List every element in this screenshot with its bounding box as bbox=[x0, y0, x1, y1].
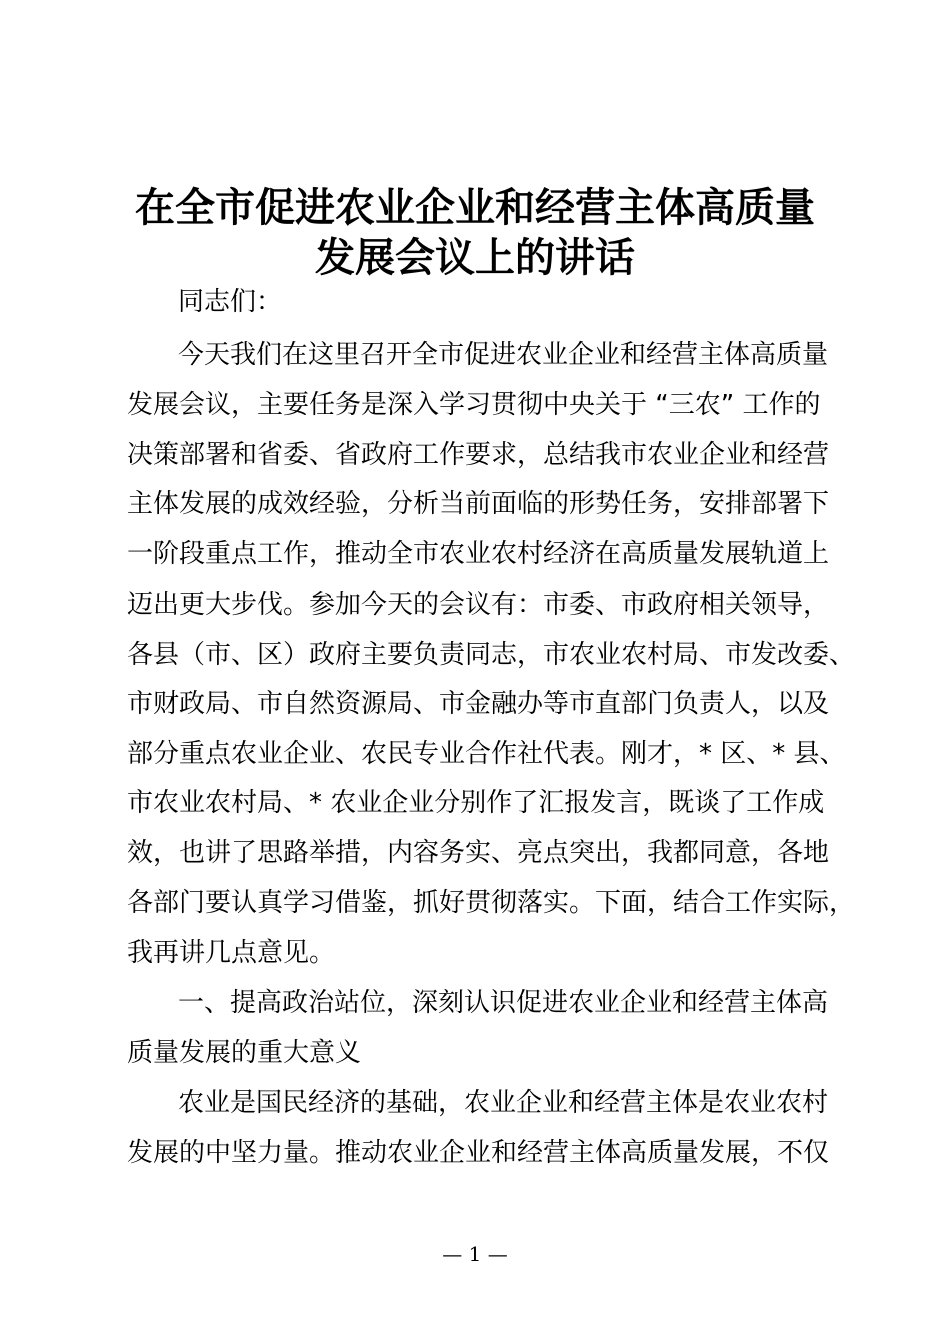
paragraph-line: 市财政局、市自然资源局、市金融办等市直部门负责人，以及 bbox=[127, 689, 830, 719]
paragraph-line: 决策部署和省委、省政府工作要求，总结我市农业企业和经营 bbox=[127, 440, 830, 470]
title-line-2: 发展会议上的讲话 bbox=[315, 234, 635, 281]
section-heading-line: 质量发展的重大意义 bbox=[127, 1038, 362, 1068]
paragraph-line: 今天我们在这里召开全市促进农业企业和经营主体高质量 bbox=[178, 340, 829, 370]
paragraph-line: 我再讲几点意见。 bbox=[127, 938, 336, 968]
title-line-1: 在全市促进农业企业和经营主体高质量 bbox=[135, 184, 815, 231]
paragraph-line: 迈出更大步伐。参加今天的会议有：市委、市政府相关领导， bbox=[127, 590, 830, 620]
page-number: — 1 — bbox=[442, 1242, 508, 1266]
paragraph-line: 市农业农村局、* 农业企业分别作了汇报发言，既谈了工作成 bbox=[127, 788, 825, 818]
paragraph-line: 主体发展的成效经验，分析当前面临的形势任务，安排部署下 bbox=[127, 489, 830, 519]
paragraph-line: 发展的中坚力量。推动农业企业和经营主体高质量发展，不仅 bbox=[127, 1138, 830, 1168]
paragraph-line: 部分重点农业企业、农民专业合作社代表。刚才，* 区、* 县、 bbox=[127, 739, 846, 769]
paragraph-line: 农业是国民经济的基础，农业企业和经营主体是农业农村 bbox=[178, 1088, 829, 1118]
paragraph-line: 各县（市、区）政府主要负责同志，市农业农村局、市发改委、 bbox=[127, 640, 856, 670]
paragraph-line: 效，也讲了思路举措，内容务实、亮点突出，我都同意，各地 bbox=[127, 838, 830, 868]
salutation: 同志们： bbox=[178, 287, 283, 317]
section-heading-line: 一、提高政治站位，深刻认识促进农业企业和经营主体高 bbox=[178, 988, 829, 1018]
paragraph-line: 发展会议，主要任务是深入学习贯彻中央关于 “三农” 工作的 bbox=[127, 390, 821, 420]
paragraph-line: 各部门要认真学习借鉴，抓好贯彻落实。下面，结合工作实际， bbox=[127, 888, 856, 918]
paragraph-line: 一阶段重点工作，推动全市农业农村经济在高质量发展轨道上 bbox=[127, 539, 830, 569]
